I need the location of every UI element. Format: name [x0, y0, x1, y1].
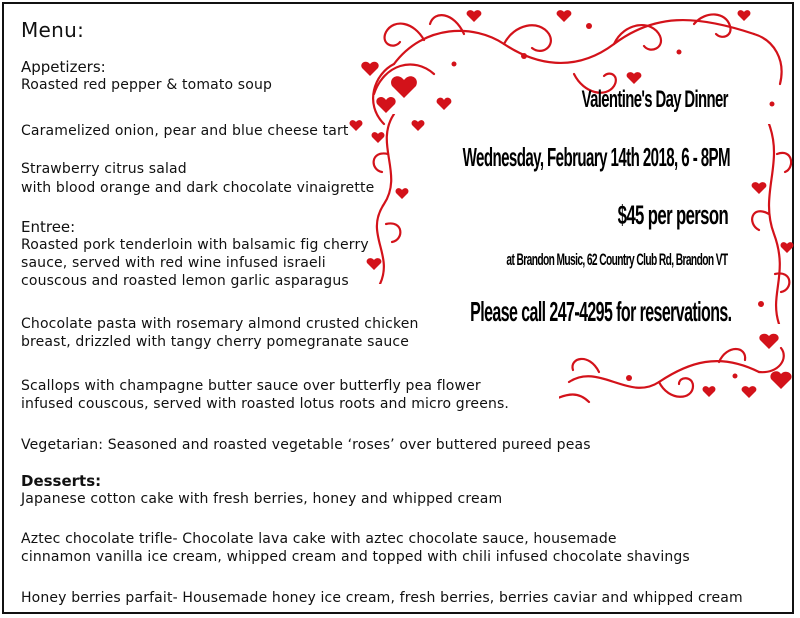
event-title: Valentine's Day Dinner — [581, 86, 728, 113]
appetizer-item: Caramelized onion, pear and blue cheese tart — [21, 123, 349, 139]
entree-item: Roasted pork tenderloin with balsamic fig cherry — [21, 237, 369, 253]
swirl-ornament-left — [364, 114, 424, 284]
desserts-header: Desserts: — [21, 472, 102, 490]
entree-item: Vegetarian: Seasoned and roasted vegetable ‘roses’ over buttered pureed peas — [21, 437, 591, 453]
appetizer-item: Roasted red pepper & tomato soup — [21, 77, 273, 93]
entree-item: couscous and roasted lemon garlic asparagus — [21, 273, 349, 289]
swirl-ornament-bottom-right — [559, 322, 799, 412]
entree-item: sauce, served with red wine infused israeli — [21, 255, 326, 271]
entree-item: infused couscous, served with roasted lotus roots and micro greens. — [21, 396, 510, 412]
appetizers-header: Appetizers: — [21, 58, 106, 76]
appetizer-item-detail: with blood orange and dark chocolate vinaigrette — [21, 180, 375, 196]
entree-item: Scallops with champagne butter sauce over butterfly pea flower — [21, 378, 481, 394]
heart-icon — [391, 76, 417, 98]
event-reservations: Please call 247-4295 for reservations. — [470, 296, 732, 327]
event-price: $45 per person — [617, 200, 728, 230]
dessert-item: Aztec chocolate trifle- Chocolate lava cake with aztec chocolate sauce, housemade — [21, 531, 617, 547]
entree-item: Chocolate pasta with rosemary almond crusted chicken — [21, 316, 419, 332]
entree-header: Entree: — [21, 218, 76, 236]
event-date: Wednesday, February 14th 2018, 6 - 8PM — [462, 142, 730, 172]
swirl-ornament-right — [739, 124, 799, 324]
entree-item: breast, drizzled with tangy cherry pomegranate sauce — [21, 334, 409, 350]
dessert-item: cinnamon vanilla ice cream, whipped cream and topped with chili infused chocolate shavings — [21, 549, 690, 565]
event-location: at Brandon Music, 62 Country Club Rd, Brandon VT — [506, 250, 728, 269]
dessert-item: Japanese cotton cake with fresh berries, honey and whipped cream — [21, 491, 503, 507]
menu-title: Menu: — [21, 18, 85, 42]
appetizer-item: Strawberry citrus salad — [21, 161, 187, 177]
dessert-item: Honey berries parfait- Housemade honey ice cream, fresh berries, berries caviar and whipped cream — [21, 590, 743, 606]
menu-card — [2, 2, 794, 614]
